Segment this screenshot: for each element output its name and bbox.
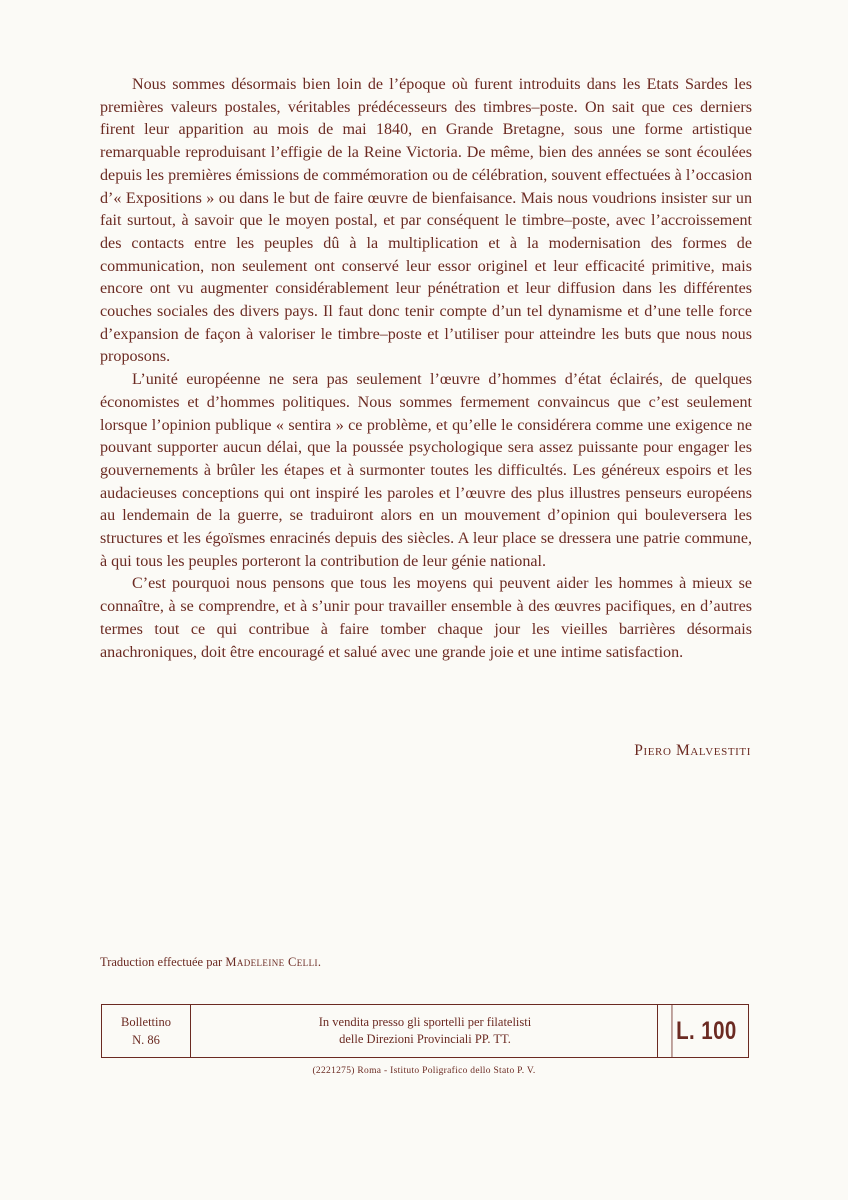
paragraph-3: C’est pourquoi nous pensons que tous les moyens qui peuvent aider les hommes à mieux se connaître, à se comprendre, et à s’unir pour travailler ensemble à des œuvres pacifiques, en d’autres termes tout ce qui contribue à faire tomber chaque jour les vieilles barrières désormais anachroniques, doit être encouragé et salué avec une grande joie et une intime satisfaction. <box>100 575 752 661</box>
sale-info-box <box>101 1004 749 1058</box>
price-cell <box>657 1005 748 1057</box>
printer-imprint: (2221275) Roma - Istituto Poligrafico dello Stato P. V. <box>312 1066 536 1076</box>
sale-notice-line-2: delle Direzioni Provinciali PP. TT. <box>339 1032 511 1046</box>
author-signature: Piero Malvestiti <box>634 742 751 759</box>
sale-notice-cell <box>191 1005 659 1057</box>
paragraph-1: Nous sommes désormais bien loin de l’époque où furent introduits dans les Etats Sardes les premières valeurs postales, véritables prédécesseurs des timbres–poste. On sait que ces derniers firent leur apparition au mois de mai 1840, en Grande Bretagne, sous une forme artistique remarquable reproduisant l’effigie de la Reine Victoria. De même, bien des années se sont écoulées depuis les premières émissions de commémoration ou de célébration, souvent effectuées à l’occasion d’« Expositions » ou dans le but de faire œuvre de bienfaisance. Mais nous voudrions insister sur un fait surtout, à savoir que le moyen postal, et par conséquent le timbre–poste, avec l’accroissement des contacts entre les peuples dû à la multiplication et à la modernisation des formes de communication, non seulement ont conservé leur essor originel et leur efficacité primitive, mais encore ont vu augmenter considérablement leur pénétration et leur diffusion dans les différentes couches sociales des divers pays. Il faut donc tenir compte d’un tel dynamisme et d’une telle force d’expansion de façon à valoriser le timbre–poste et l’utiliser pour atteindre les buts que nous nous proposons. <box>100 76 752 366</box>
sale-notice-line-1: In vendita presso gli sportelli per filatelisti <box>318 1015 532 1029</box>
price-value: L. 100 <box>672 1005 741 1057</box>
article-body <box>100 74 752 664</box>
bollettino-number: N. 86 <box>132 1033 160 1047</box>
translation-prefix: Traduction effectuée par <box>100 955 223 969</box>
bollettino-label: Bollettino <box>121 1015 171 1029</box>
bollettino-cell <box>102 1005 191 1057</box>
paragraph-2: L’unité européenne ne sera pas seulement l’œuvre d’hommes d’état éclairés, de quelques économistes et d’hommes politiques. Nous sommes fermement convaincus que c’est seulement lorsque l’opinion publique « sentira » ce problème, et qu’elle le considérera comme une exigence ne pouvant supporter aucun délai, que la poussée psychologique sera assez puissante pour engager les gouvernements à brûler les étapes et à surmonter toutes les difficultés. Les généreux espoirs et les audacieuses conceptions qui ont inspiré les paroles et l’œuvre des plus illustres penseurs européens au lendemain de la guerre, se traduiront alors en un mouvement d’opinion qui bouleversera les structures et les égoïsmes enracinés depuis des siècles. A leur place se dressera une patrie commune, à qui tous les peuples porteront la contribution de leur génie national. <box>100 371 752 570</box>
translation-credit <box>100 955 321 970</box>
translator-name: Madeleine Celli. <box>225 955 322 969</box>
